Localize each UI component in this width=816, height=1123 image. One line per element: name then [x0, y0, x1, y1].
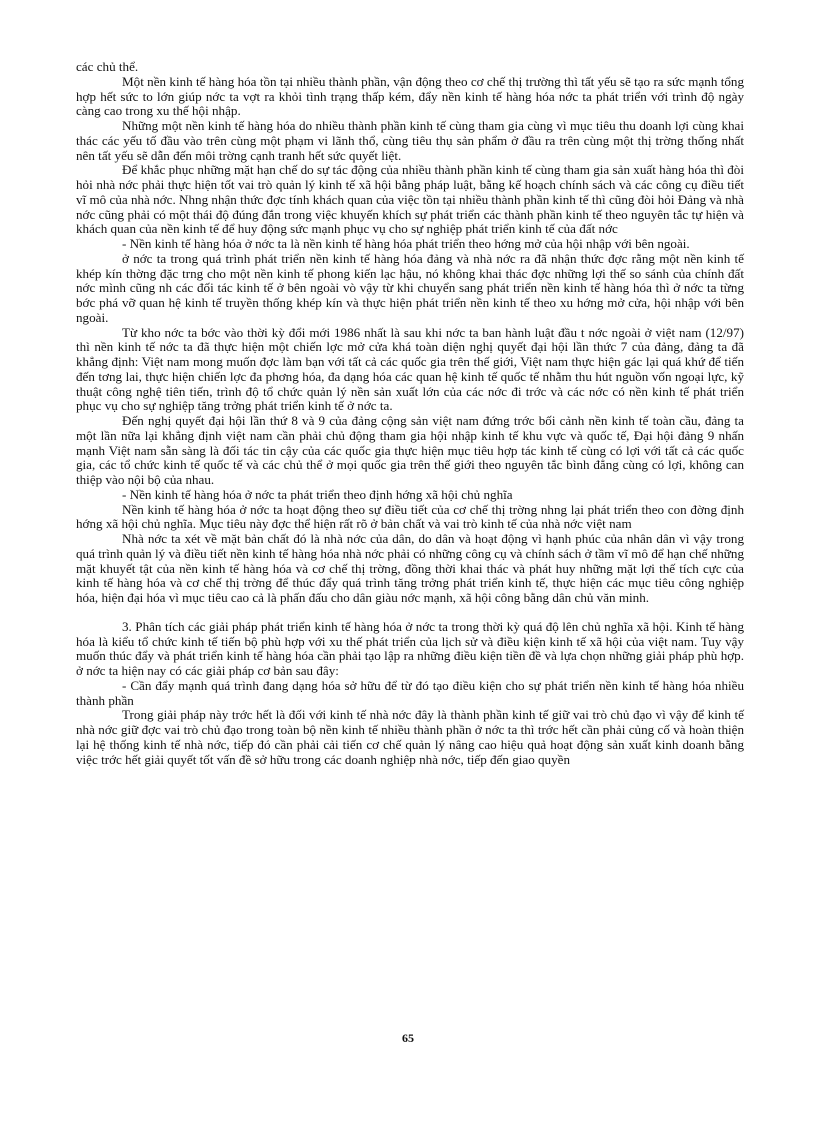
paragraph: Trong giải pháp này trớc hết là đối với kinh tế nhà nớc đây là thành phần kinh tế giữ vai trò chủ đạo vì vậy để kinh tế nhà nớc giữ đợc vai trò chủ đạo trong toàn bộ nền kinh tế nhiều thành phần ở nớc ta thì trớc hết cần phải củng cố và hoàn thiện lại hệ thống kinh tế nhà nớc, tiếp đó cần phải cải tiến cơ chế quản lý nâng cao hiệu quả hoạt động sản xuất kinh doanh bằng việc trớc hết giải quyết tốt vấn đề sở hữu trong các doanh nghiệp nhà nớc, tiếp đến giao quyền: [76, 707, 744, 767]
paragraph: Nền kinh tế hàng hóa ở nớc ta hoạt động theo sự điều tiết của cơ chế thị trờng nhng lại phát triển theo con đờng định hớng xã hội chủ nghĩa. Mục tiêu này đợc thể hiện rất rõ ở bản chất và vai trò kinh tế của nhà nớc việt nam: [76, 501, 744, 532]
paragraph: - Nền kinh tế hàng hóa ở nớc ta phát triển theo định hớng xã hội chủ nghĩa: [122, 486, 513, 502]
paragraph: Để khắc phục những mặt hạn chế do sự tác động của nhiều thành phần kinh tế cùng tham gia sản xuất hàng hóa thì đòi hỏi nhà nớc phải thực hiện tốt vai trò quản lý kinh tế xã hội bằng pháp luật, bằng kế hoạch chính sách và các công cụ điều tiết vĩ mô của nhà nớc. Nhng nhận thức đợc tính khách quan của việc tồn tại nhiều thành phần kinh tế thì cũng đòi hỏi Đảng và nhà nớc cũng phải có một thái độ đúng đắn trong việc khuyến khích sự phát triển các thành phần kinh tế theo nguyên tắc tự hiện và khách quan của nền kinh tế để huy động sức mạnh phục vụ cho sự nghiệp phát triển kinh tế của đất nớc: [76, 162, 744, 237]
paragraph: ở nớc ta trong quá trình phát triển nền kinh tế hàng hóa đảng và nhà nớc ra đã nhận thức đợc rằng một nền kinh tế khép kín thờng đặc trng cho một nền kinh tế phong kiến lạc hậu, nó không khai thác đợc những lợi thế so sánh của chính đất nớc mình cũng nh các đối tác kinh tế ở bên ngoài vò vậy từ khi chuyển sang phát triển nền kinh tế hàng hóa thì ở nớc ta từng bớc phá vỡ quan hệ kinh tế truyền thống khép kín và thực hiện phát triển nền kinh tế theo xu hớng mở cửa, hội nhập với bên ngoài.: [76, 250, 744, 325]
paragraph: - Cần đẩy mạnh quá trình đang dạng hóa sở hữu để từ đó tạo điều kiện cho sự phát triển nền kinh tế hàng hóa nhiều thành phần: [76, 677, 744, 708]
paragraph: Nhà nớc ta xét về mặt bản chất đó là nhà nớc của dân, do dân và hoạt động vì hạnh phúc của nhân dân vì vậy trong quá trình quản lý và điều tiết nền kinh tế hàng hóa nhà nớc phải có những công cụ và chính sách ở tầm vĩ mô để hạn chế những mặt khuyết tật của nền kinh tế hàng hóa và cơ chế thị trờng, đồng thời khai thác và phát huy những mặt lợi thế tích cực của kinh tế hàng hóa và cơ chế thị trờng để thúc đẩy quá trình tăng trởng phát triển kinh tế, thực hiện các mục tiêu công nghiệp hóa, hiện đại hóa vì mục tiêu cao cả là phấn đấu cho dân giàu nớc mạnh, xã hội công bằng dân chủ văn minh.: [76, 531, 744, 605]
paragraph: Đến nghị quyết đại hội lần thứ 8 và 9 của đảng cộng sản việt nam đứng trớc bối cảnh nền kinh tế toàn cầu, đảng ta một lần nữa lại khẳng định việt nam cần phải chủ động tham gia hội nhập kinh tế khu vực và quốc tế, Đại hội đảng 9 nhấn mạnh Việt nam sẵn sàng là đối tác tin cậy của các quốc gia thực hiện mục tiêu hợp tác kinh tế cùng có lợi với tất cả các quốc gia, các tổ chức kinh tế quốc tế và các chủ thể ở mọi quốc gia trên thế giới theo nguyên tắc bình đẳng cùng có lợi, không can thiệp vào nội bộ của nhau.: [76, 413, 744, 487]
paragraph: Từ kho nớc ta bớc vào thời kỳ đổi mới 1986 nhất là sau khi nớc ta ban hành luật đầu t nớc ngoài ở việt nam (12/97) thì nền kinh tế nớc ta đã thực hiện một chiến lợc mở cửa khá toàn diện nghị quyết đại hội lần thức 7 của đảng, đảng ta đã khẳng định: Việt nam mong muốn đợc làm bạn với tất cả các quốc gia trên thế giới, Việt nam thực hiện gác lại quá khứ để tiến đến tơng lai, thực hiện chiến lợc đa phơng hóa, đa dạng hóa các quan hệ kinh tế quốc tế nhằm thu hút nguồn vốn ngoại lực, kỹ thuật công nghệ tiên tiến, trình độ tổ chức quản lý nền sản xuất lớn của các nớc đi trớc và các nớc có nền kinh tế phát triển phục vụ cho sự nghiệp tăng trởng phát triển kinh tế ở nớc ta.: [76, 324, 744, 414]
page-number: 65: [402, 1031, 414, 1045]
paragraph: Những một nền kinh tế hàng hóa do nhiều thành phần kinh tế cùng tham gia cùng vì mục tiêu thu doanh lợi cùng khai thác các yếu tố đầu vào trên cùng một phạm vi lãnh thổ, cùng tiêu thụ sản phẩm ở đầu ra trên cùng một thị trờng thống nhất nên tất yếu sẽ dẫn đến môi trờng cạnh tranh hết sức quyết liệt.: [76, 118, 744, 163]
body-text: [76, 60, 744, 767]
paragraph: Một nền kinh tế hàng hóa tồn tại nhiều thành phần, vận động theo cơ chế thị trường thì tất yếu sẽ tạo ra sức mạnh tổng hợp hết sức to lớn giúp nớc ta vợt ra khỏi tình trạng thấp kém, đẩy nền kinh tế hàng hóa nớc ta phát triển với trình độ ngày càng cao trong xu thế hội nhập.: [76, 73, 744, 119]
section-heading-paragraph: 3. Phân tích các giải pháp phát triển kinh tế hàng hóa ở nớc ta trong thời kỳ quá độ lên chủ nghĩa xã hội. Kinh tế hàng hóa là kiểu tổ chức kinh tế tiến bộ phù hợp với xu thế phát triển của lịch sử và điều kiện kinh tế xã hội của việt nam. Tuy vậy muốn thúc đẩy và phát triển kinh tế hàng hóa cần phải tạo lập ra những điều kiện tiền đề và lựa chọn những giải pháp phù hợp. ở nớc ta hiện nay có các giải pháp cơ bản sau đây:: [76, 618, 744, 678]
paragraph: - Nền kinh tế hàng hóa ở nớc ta là nền kinh tế hàng hóa phát triển theo hớng mở của hội nhập với bên ngoài.: [122, 236, 690, 251]
paragraph: các chủ thể.: [76, 59, 139, 74]
